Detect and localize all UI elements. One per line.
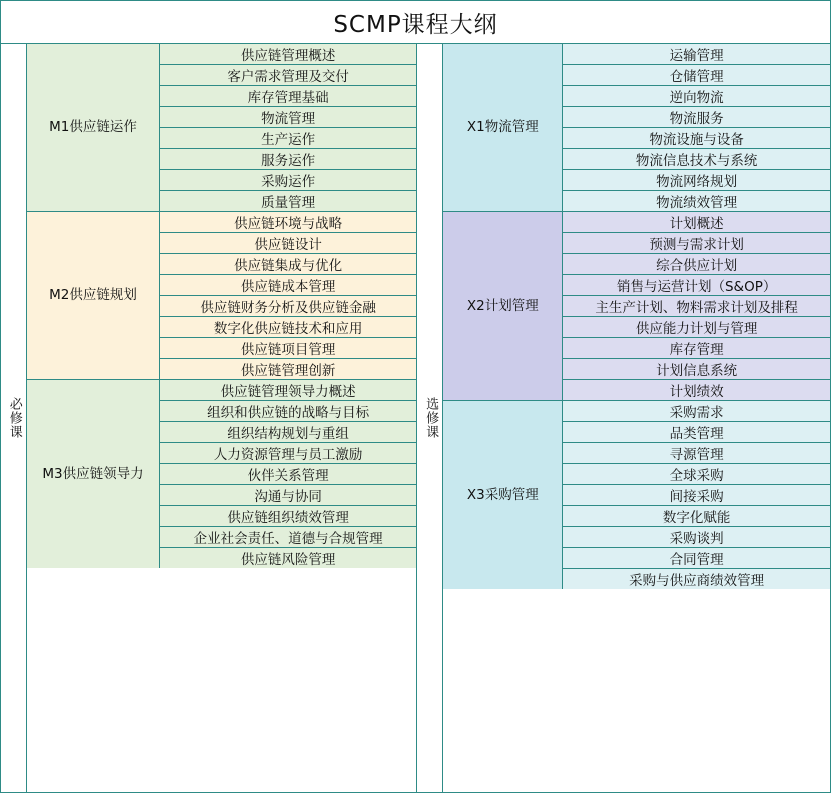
topic-item: 寻源管理 bbox=[563, 443, 830, 464]
module-x3-topics bbox=[563, 401, 830, 589]
topic-item: 供应链组织绩效管理 bbox=[160, 506, 416, 527]
module-x1 bbox=[443, 44, 830, 212]
topic-item: 数字化供应链技术和应用 bbox=[160, 317, 416, 338]
topic-item: 人力资源管理与员工激励 bbox=[160, 443, 416, 464]
topic-item: 全球采购 bbox=[563, 464, 830, 485]
topic-item: 物流网络规划 bbox=[563, 170, 830, 191]
topic-item: 组织和供应链的战略与目标 bbox=[160, 401, 416, 422]
topic-item: 供应链财务分析及供应链金融 bbox=[160, 296, 416, 317]
topic-item: 供应链环境与战略 bbox=[160, 212, 416, 233]
topic-item: 计划概述 bbox=[563, 212, 830, 233]
required-spine-label: 必修课 bbox=[6, 397, 22, 439]
topic-item: 计划信息系统 bbox=[563, 359, 830, 380]
topic-item: 运输管理 bbox=[563, 44, 830, 65]
topic-item: 综合供应计划 bbox=[563, 254, 830, 275]
topic-item: 服务运作 bbox=[160, 149, 416, 170]
topic-item: 物流绩效管理 bbox=[563, 191, 830, 211]
topic-item: 采购与供应商绩效管理 bbox=[563, 569, 830, 589]
topic-item: 间接采购 bbox=[563, 485, 830, 506]
topic-item: 供应链集成与优化 bbox=[160, 254, 416, 275]
module-x2-name: X2计划管理 bbox=[443, 212, 563, 400]
module-m1 bbox=[27, 44, 416, 212]
elective-modules bbox=[443, 44, 830, 792]
topic-item: 采购谈判 bbox=[563, 527, 830, 548]
module-m3 bbox=[27, 380, 416, 568]
page-title: SCMP课程大纲 bbox=[333, 11, 498, 38]
elective-spine bbox=[417, 44, 443, 792]
module-m1-name: M1供应链运作 bbox=[27, 44, 160, 211]
module-x1-name: X1物流管理 bbox=[443, 44, 563, 211]
title-row bbox=[0, 0, 831, 43]
module-m1-topics bbox=[160, 44, 416, 211]
topic-item: 伙伴关系管理 bbox=[160, 464, 416, 485]
topic-item: 组织结构规划与重组 bbox=[160, 422, 416, 443]
topic-item: 仓储管理 bbox=[563, 65, 830, 86]
elective-spine-label: 选修课 bbox=[423, 397, 439, 439]
required-spine bbox=[1, 44, 27, 792]
topic-item: 客户需求管理及交付 bbox=[160, 65, 416, 86]
topic-item: 主生产计划、物料需求计划及排程 bbox=[563, 296, 830, 317]
topic-item: 销售与运营计划（S&OP） bbox=[563, 275, 830, 296]
elective-section bbox=[416, 44, 830, 792]
topic-item: 供应能力计划与管理 bbox=[563, 317, 830, 338]
module-x3-name: X3采购管理 bbox=[443, 401, 563, 589]
topic-item: 逆向物流 bbox=[563, 86, 830, 107]
topic-item: 合同管理 bbox=[563, 548, 830, 569]
topic-item: 物流服务 bbox=[563, 107, 830, 128]
topic-item: 生产运作 bbox=[160, 128, 416, 149]
outline-body bbox=[0, 43, 831, 793]
topic-item: 采购需求 bbox=[563, 401, 830, 422]
topic-item: 物流信息技术与系统 bbox=[563, 149, 830, 170]
topic-item: 质量管理 bbox=[160, 191, 416, 211]
module-m3-name: M3供应链领导力 bbox=[27, 380, 160, 568]
module-x2 bbox=[443, 212, 830, 401]
topic-item: 库存管理 bbox=[563, 338, 830, 359]
topic-item: 沟通与协同 bbox=[160, 485, 416, 506]
topic-item: 库存管理基础 bbox=[160, 86, 416, 107]
module-m3-topics bbox=[160, 380, 416, 568]
topic-item: 物流设施与设备 bbox=[563, 128, 830, 149]
module-m2-topics bbox=[160, 212, 416, 379]
topic-item: 品类管理 bbox=[563, 422, 830, 443]
topic-item: 供应链管理创新 bbox=[160, 359, 416, 379]
topic-item: 供应链风险管理 bbox=[160, 548, 416, 568]
topic-item: 物流管理 bbox=[160, 107, 416, 128]
topic-item: 供应链设计 bbox=[160, 233, 416, 254]
module-m2-name: M2供应链规划 bbox=[27, 212, 160, 379]
required-modules bbox=[27, 44, 416, 792]
topic-item: 供应链管理领导力概述 bbox=[160, 380, 416, 401]
topic-item: 供应链成本管理 bbox=[160, 275, 416, 296]
module-m2 bbox=[27, 212, 416, 380]
module-x1-topics bbox=[563, 44, 830, 211]
topic-item: 企业社会责任、道德与合规管理 bbox=[160, 527, 416, 548]
topic-item: 预测与需求计划 bbox=[563, 233, 830, 254]
topic-item: 供应链项目管理 bbox=[160, 338, 416, 359]
module-x2-topics bbox=[563, 212, 830, 400]
topic-item: 采购运作 bbox=[160, 170, 416, 191]
topic-item: 供应链管理概述 bbox=[160, 44, 416, 65]
topic-item: 数字化赋能 bbox=[563, 506, 830, 527]
topic-item: 计划绩效 bbox=[563, 380, 830, 400]
required-section bbox=[1, 44, 416, 792]
module-x3 bbox=[443, 401, 830, 589]
